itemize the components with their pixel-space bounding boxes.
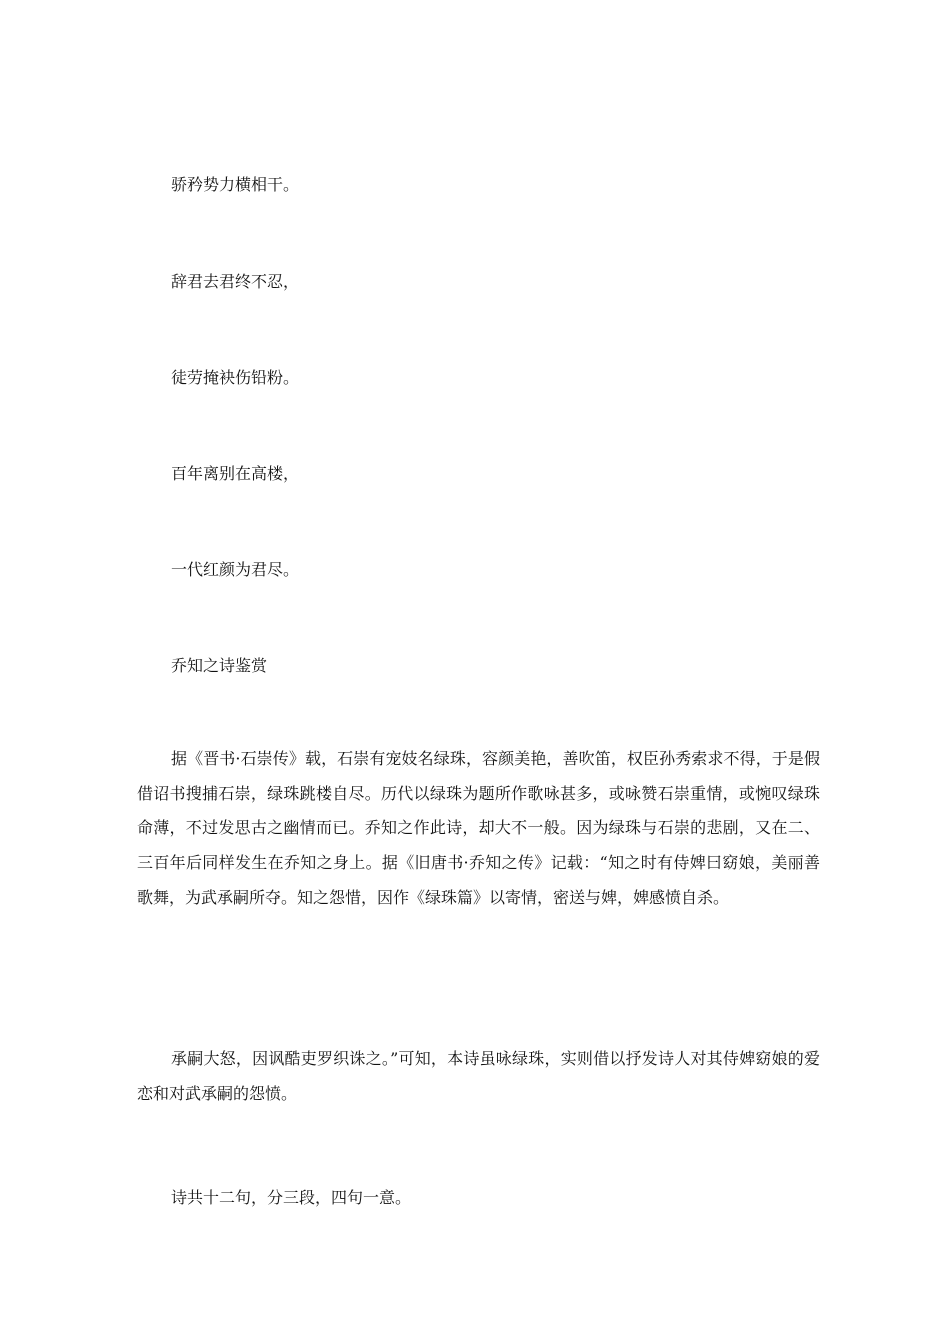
paragraph: 承嗣大怒，因讽酷吏罗织诛之。”可知，本诗虽咏绿珠，实则借以抒发诗人对其侍婢窈娘的爱恋和对武承嗣的怨愤。 (137, 1049, 820, 1103)
poem-line: 辞君去君终不忍， (171, 272, 300, 291)
paragraph: 据《晋书·石崇传》载，石崇有宠妓名绿珠，容颜美艳，善吹笛，权臣孙秀索求不得，于是假借诏书搜捕石崇，绿珠跳楼自尽。历代以绿珠为题所作歌咏甚多，或咏赞石崇重情，或惋叹绿珠命薄，不过发思古之幽情而已。乔知之作此诗，却大不一般。因为绿珠与石崇的悲剧，又在二、三百年后同样发生在乔知之身上。据《旧唐书·乔知之传》记载：“知之时有侍婢曰窈娘，美丽善歌舞，为武承嗣所夺。知之怨惜，因作《绿珠篇》以寄情，密送与婢，婢感愤自杀。 (137, 749, 820, 907)
poem-line: 一代红颜为君尽。 (171, 560, 300, 579)
poem-line: 徒劳掩袂伤铅粉。 (171, 368, 300, 387)
paragraph: 诗共十二句，分三段，四句一意。 (171, 1188, 412, 1207)
section-heading: 乔知之诗鉴赏 (171, 656, 268, 675)
poem-line: 百年离别在高楼， (171, 464, 300, 483)
poem-line: 骄矜势力横相干。 (171, 175, 300, 194)
